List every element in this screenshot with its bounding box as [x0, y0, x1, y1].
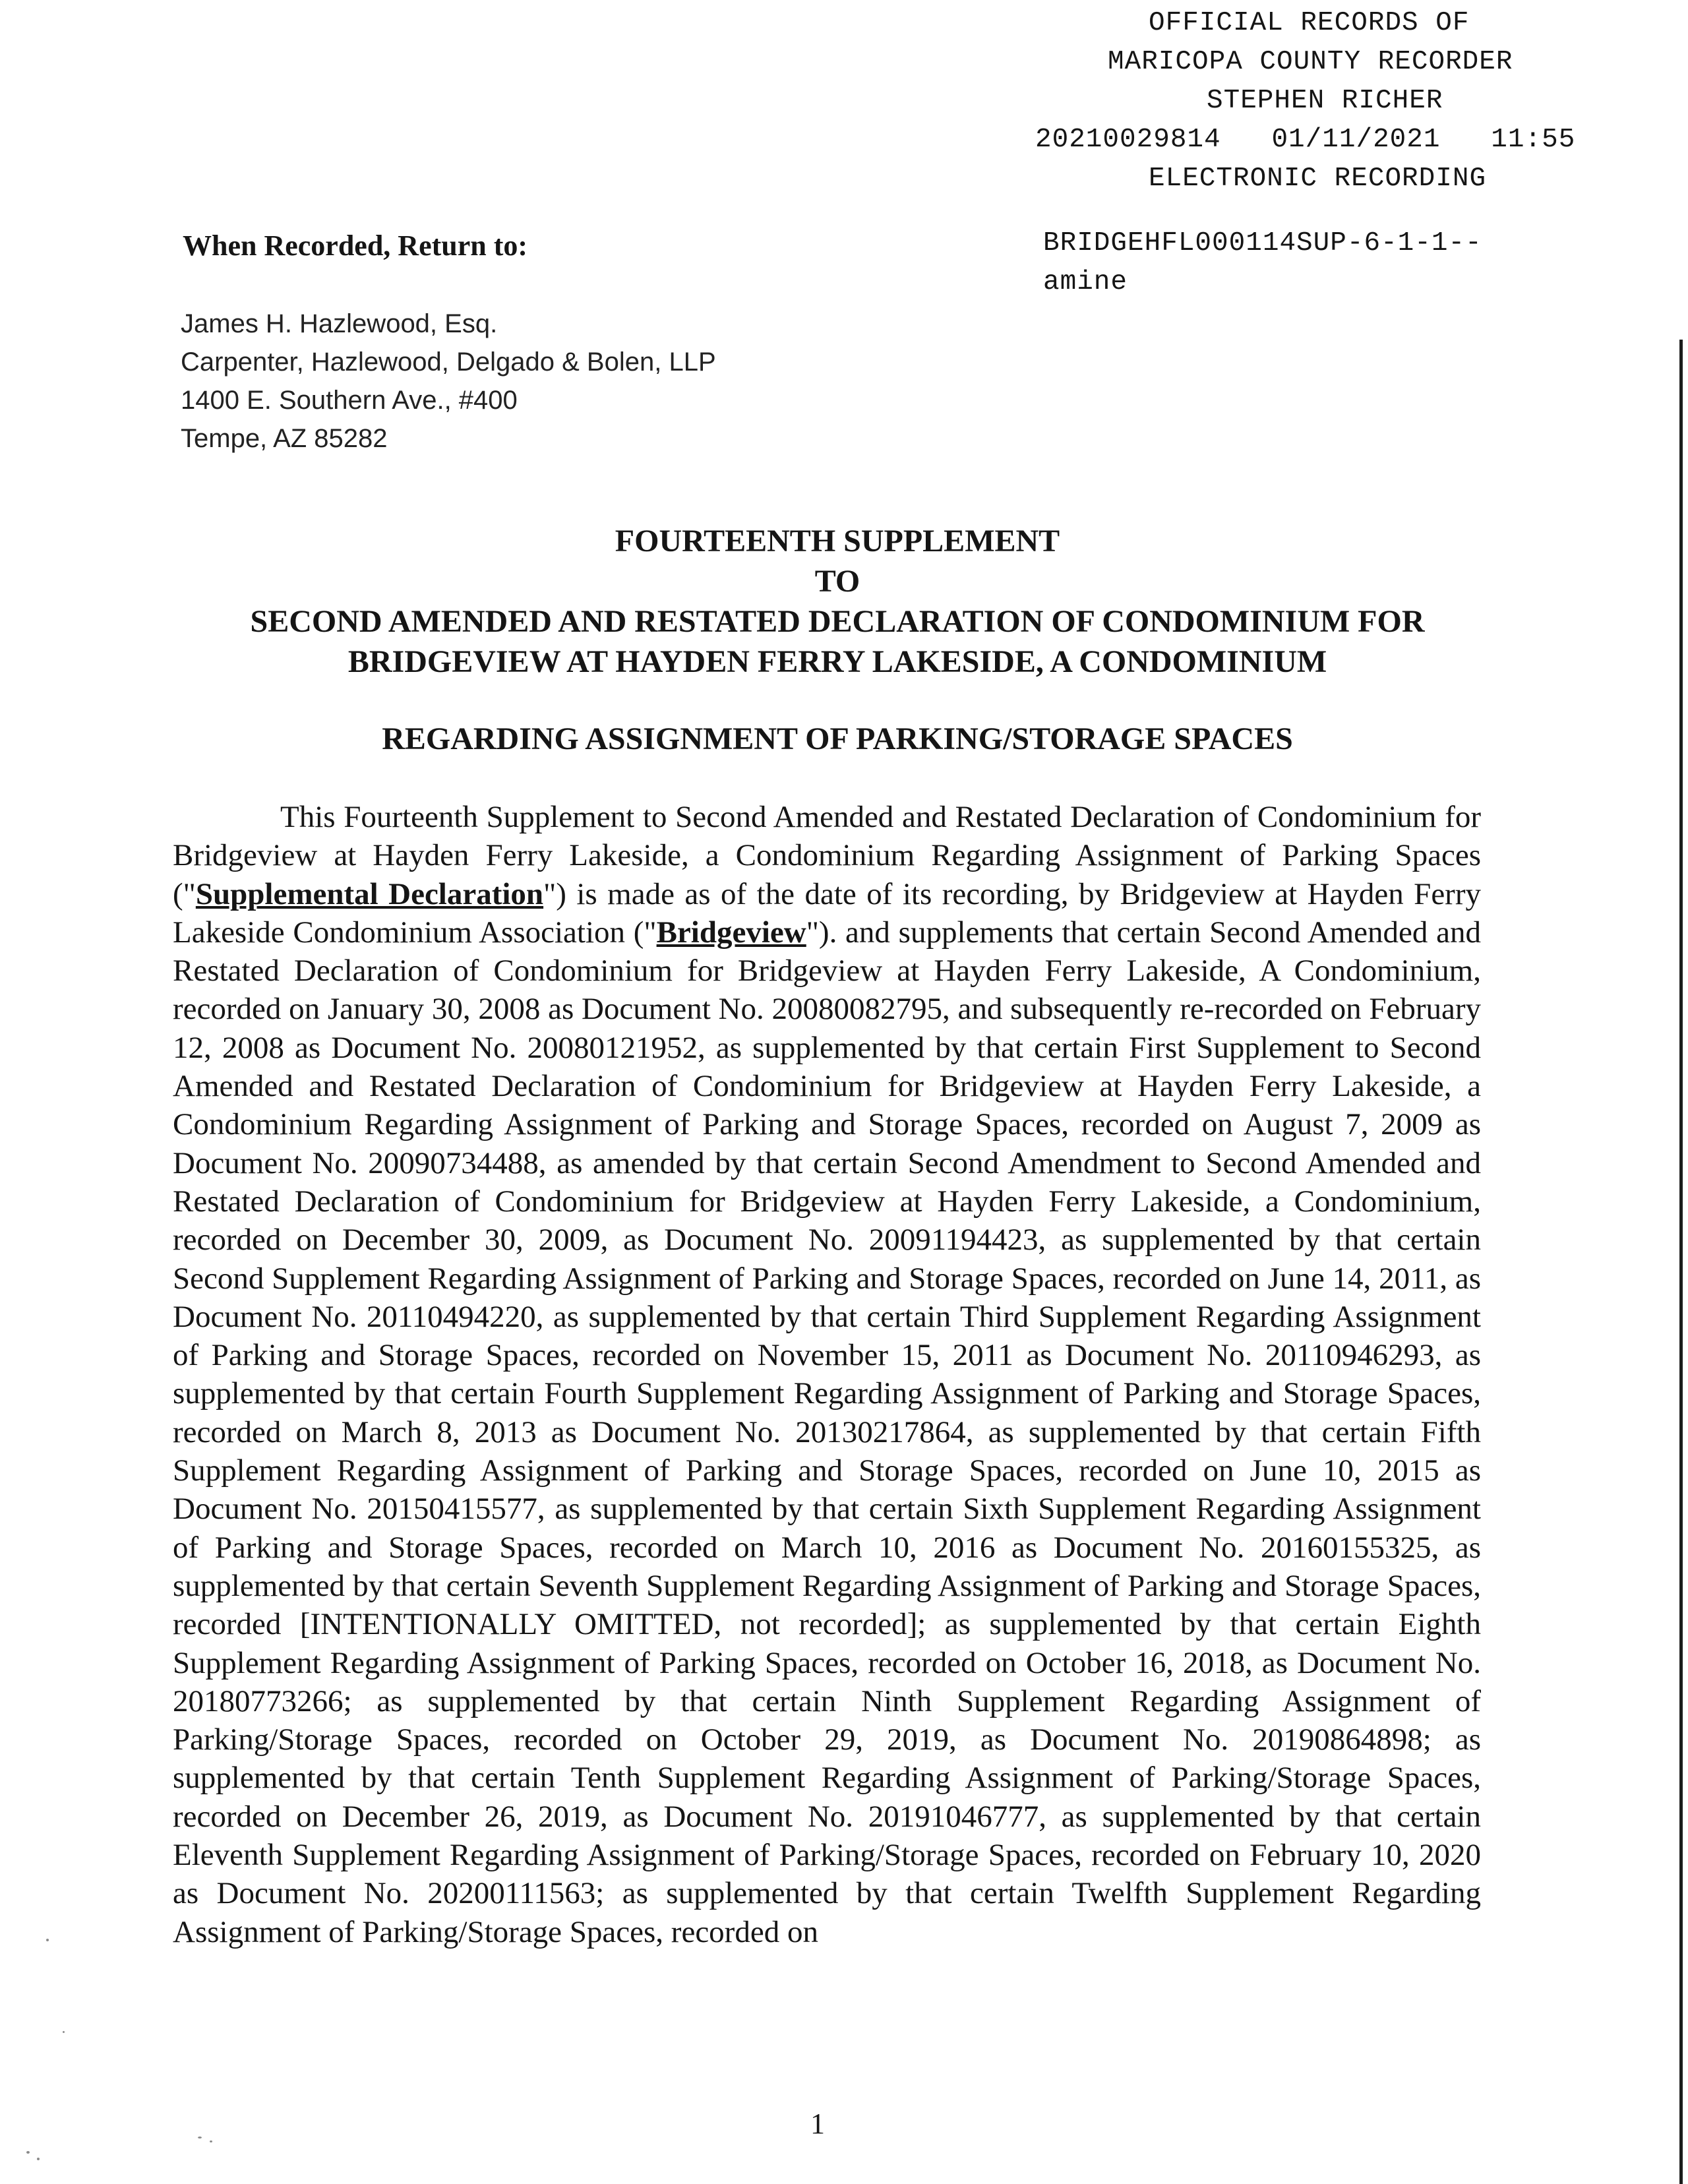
scan-margin-line [1679, 340, 1683, 2184]
body-text-part-2: ") is made as of the date of its recording, by Bridgeview at Hayden Ferry Lakeside Condominium Association (" [173, 876, 1481, 950]
defined-term-supplemental-declaration: Supplemental Declaration [195, 876, 544, 911]
scan-speck [26, 2151, 30, 2154]
title-line-bridgeview: BRIDGEVIEW AT HAYDEN FERRY LAKESIDE, A CONDOMINIUM [347, 644, 1327, 679]
stamp-line-county-recorder: MARICOPA COUNTY RECORDER [1108, 47, 1513, 77]
stamp-line-official-records: OFFICIAL RECORDS OF [1149, 8, 1470, 38]
scan-speck [46, 1939, 49, 1941]
reference-code [1043, 224, 1637, 302]
stamp-line-electronic-recording: ELECTRONIC RECORDING [1149, 164, 1487, 194]
title-line-to: TO [814, 564, 860, 599]
stamp-line-document-number-date-time: 20210029814 01/11/2021 11:55 [1035, 125, 1576, 155]
return-name: James H. Hazlewood, Esq. [181, 309, 498, 338]
scan-speck [37, 2158, 40, 2160]
page-number: 1 [810, 2108, 825, 2140]
document-title [158, 521, 1517, 682]
body-text-part-1: This Fourteenth Supplement to Second Amended and Restated Declaration of Condominium for Bridgeview at Hayden Ferry Lakeside, a Condominium Regarding Assignment of Parking Spaces (" [173, 800, 1481, 911]
body-paragraph [173, 798, 1481, 1951]
stamp-line-recorder-name: STEPHEN RICHER [1207, 86, 1443, 116]
scan-speck [210, 2140, 212, 2142]
return-city: Tempe, AZ 85282 [181, 424, 388, 453]
title-line-declaration: SECOND AMENDED AND RESTATED DECLARATION OF CONDOMINIUM FOR [250, 604, 1425, 639]
reference-code-line-1: BRIDGEHFL000114SUP-6-1-1-- [1043, 228, 1482, 258]
document-subtitle: REGARDING ASSIGNMENT OF PARKING/STORAGE SPACES [382, 721, 1293, 756]
return-address-block [181, 305, 716, 458]
reference-code-line-2: amine [1043, 267, 1128, 297]
recording-stamp [1035, 4, 1668, 198]
body-text-part-3: "). and supplements that certain Second Amended and Restated Declaration of Condominium for Bridgeview at Hayden Ferry Lakeside, A Condominium, recorded on January 30, 2008 as Document No. 20080082795, and subsequently re-recorded on February 12, 2008 as Document No. 20080121952, as supplemented by that certain First Supplement to Second Amended and Restated Declaration of Condominium for Bridgeview at Hayden Ferry Lakeside, a Condominium Regarding Assignment of Parking and Storage Spaces, recorded on August 7, 2009 as Document No. 20090734488, as amended by that certain Second Amendment to Second Amended and Restated Declaration of Condominium for Bridgeview at Hayden Ferry Lakeside, a Condominium, recorded on December 30, 2009, as Document No. 20091194423, as supplemented by that certain Second Supplement Regarding Assignment of Parking and Storage Spaces, recorded on June 14, 2011, as Document No. 20110494220, as supplemented by that certain Third Supplement Regarding Assignment of Parking and Storage Spaces, recorded on November 15, 2011 as Document No. 20110946293, as supplemented by that certain Fourth Supplement Regarding Assignment of Parking and Storage Spaces, recorded on March 8, 2013 as Document No. 20130217864, as supplemented by that certain Fifth Supplement Regarding Assignment of Parking and Storage Spaces, recorded on June 10, 2015 as Document No. 20150415577, as supplemented by that certain Sixth Supplement Regarding Assignment of Parking and Storage Spaces, recorded on March 10, 2016 as Document No. 20160155325, as supplemented by that certain Seventh Supplement Regarding Assignment of Parking and Storage Spaces, recorded [INTENTIONALLY OMITTED, not recorded]; as supplemented by that certain Eighth Supplement Regarding Assignment of Parking Spaces, recorded on October 16, 2018, as Document No. 20180773266; as supplemented by that certain Ninth Supplement Regarding Assignment of Parking/Storage Spaces, recorded on October 29, 2019, as Document No. 20190864898; as supplemented by that certain Tenth Supplement Regarding Assignment of Parking/Storage Spaces, recorded on December 26, 2019, as Document No. 20191046777, as supplemented by that certain Eleventh Supplement Regarding Assignment of Parking/Storage Spaces, recorded on February 10, 2020 as Document No. 20200111563; as supplemented by that certain Twelfth Supplement Regarding Assignment of Parking/Storage Spaces, recorded on [173, 915, 1481, 1949]
title-line-fourteenth-supplement: FOURTEENTH SUPPLEMENT [615, 524, 1060, 559]
return-firm: Carpenter, Hazlewood, Delgado & Bolen, LLP [181, 348, 716, 377]
scan-speck [198, 2137, 202, 2138]
scan-speck [63, 2031, 65, 2033]
defined-term-bridgeview: Bridgeview [656, 915, 806, 950]
return-to-label: When Recorded, Return to: [183, 229, 528, 262]
return-street: 1400 E. Southern Ave., #400 [181, 386, 518, 415]
